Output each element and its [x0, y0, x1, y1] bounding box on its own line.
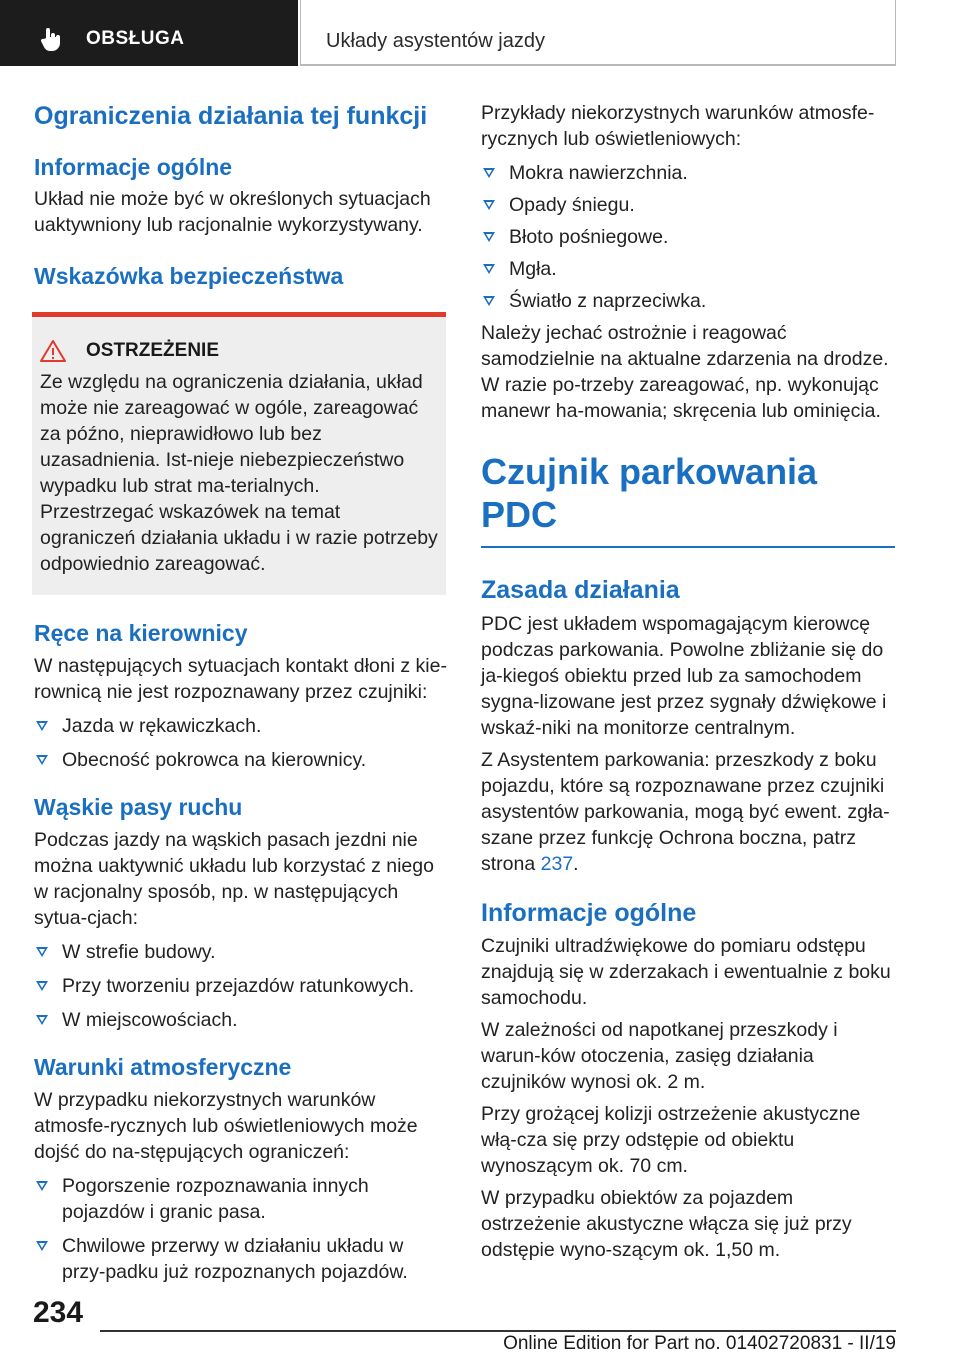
warning-box [32, 312, 446, 595]
list-narrow-lanes [34, 939, 448, 1033]
paragraph-sensors-1: Czujniki ultradźwiękowe do pomiaru odstępu znajdują się w zderzakach i ewentualnie z boku samochodu. [481, 935, 891, 1010]
heading-general-info: Informacje ogólne [34, 153, 233, 180]
paragraph-narrow-lanes: Podczas jazdy na wąskich pasach jezdni nie można uaktywnić układu lub korzystać z niego w racjonalny sposób, np. w następujących sytua-cjach: [34, 829, 434, 930]
list-item: Opady śniegu. [481, 192, 895, 218]
footer-edition: Online Edition for Part no. 01402720831 - II/19 [503, 1333, 896, 1354]
section-title-pdc: Czujnik parkowania PDC [481, 451, 818, 536]
warning-triangle-icon [40, 339, 66, 363]
paragraph-sensors-3: Przy grożącej kolizji ostrzeżenie akustyczne włą-cza się przy odstępie od obiektu wynoszącym ok. 70 cm. [481, 1103, 861, 1178]
paragraph-principle-2: Z Asystentem parkowania: przeszkody z boku pojazdu, które są rozpoznawane przez czujniki asystentów parkowania, mogą być ewent. zgła-szane przez funkcję Ochrona boczna, patrz strona 237. [481, 748, 890, 875]
paragraph-sensors-4: W przypadku obiektów za pojazdem ostrzeżenie akustyczne włącza się już przy odstępie wyno-szącym ok. 1,50 m. [481, 1187, 852, 1262]
bullet-triangle-icon [36, 947, 48, 957]
page-number: 234 [33, 1296, 84, 1329]
bullet-triangle-icon [36, 1241, 48, 1251]
bullet-triangle-icon [36, 981, 48, 991]
paragraph-hands-on-wheel: W następujących sytuacjach kontakt dłoni z kie-rownicą nie jest rozpoznawany przez czujniki: [34, 655, 447, 704]
section-title-limitations: Ograniczenia działania tej funkcji [34, 102, 428, 130]
right-column [481, 100, 895, 1263]
header-section-label: OBSŁUGA [86, 28, 185, 49]
list-item: Mgła. [481, 256, 895, 282]
heading-hands-on-wheel: Ręce na kierownicy [34, 620, 248, 647]
list-item: Chwilowe przerwy w działaniu układu w przy-padku już rozpoznanych pojazdów. [34, 1233, 448, 1285]
bullet-triangle-icon [483, 264, 495, 274]
paragraph-general-info: Układ nie może być w określonych sytuacjach uaktywniony lub racjonalnie wykorzystywany. [34, 188, 431, 237]
page-reference-link[interactable]: 237 [540, 852, 574, 875]
bullet-triangle-icon [483, 296, 495, 306]
left-column [34, 100, 448, 1285]
list-hands-on-wheel [34, 713, 448, 773]
title-underline [481, 546, 895, 548]
list-item: W miejscowościach. [34, 1007, 448, 1033]
paragraph-weather: W przypadku niekorzystnych warunków atmosfe-rycznych lub oświetleniowych może dojść do na-stępujących ograniczeń: [34, 1088, 418, 1163]
warning-text: Ze względu na ograniczenia działania, układ może nie zareagować w ogóle, zareagować za późno, nieprawidłowo lub bez uzasadnienia. Ist-nieje niebezpieczeństwo wypadku lub strat ma-terialnych. Przestrzegać wskazówek na temat ograniczeń działania układu i w razie potrzeby odpowiednio zareagować. [40, 371, 438, 576]
header-section-tab [0, 0, 298, 66]
list-weather-examples [481, 160, 895, 314]
header-chapter-label: Układy asystentów jazdy [326, 30, 545, 52]
bullet-triangle-icon [36, 755, 48, 765]
hand-pointer-icon [38, 26, 64, 52]
warning-title-text: OSTRZEŻENIE [86, 340, 220, 362]
list-item: Pogorszenie rozpoznawania innych pojazdów i granic pasa. [34, 1173, 448, 1225]
page-header [0, 0, 960, 66]
bullet-triangle-icon [483, 232, 495, 242]
heading-principle: Zasada działania [481, 576, 680, 605]
list-item: W strefie budowy. [34, 939, 448, 965]
list-item: Mokra nawierzchnia. [481, 160, 895, 186]
paragraph-principle-1: PDC jest układem wspomagającym kierowcę podczas parkowania. Powolne zbliżanie się do ja-kiegoś obiektu przed lub za samochodem sygna-lizowane jest przez sygnały dźwiękowe i wskaź-niki na monitorze centralnym. [481, 612, 887, 739]
bullet-triangle-icon [36, 721, 48, 731]
warning-title [40, 339, 438, 363]
heading-narrow-lanes: Wąskie pasy ruchu [34, 794, 243, 821]
paragraph-weather-examples: Przykłady niekorzystnych warunków atmosfe-rycznych lub oświetleniowych: [481, 102, 875, 150]
list-item: Światło z naprzeciwka. [481, 288, 895, 314]
bullet-triangle-icon [483, 200, 495, 210]
bullet-triangle-icon [36, 1015, 48, 1025]
paragraph-sensors-2: W zależności od napotkanej przeszkody i warun-ków otoczenia, zasięg działania czujników wynosi ok. 2 m. [481, 1019, 838, 1094]
list-item: Przy tworzeniu przejazdów ratunkowych. [34, 973, 448, 999]
bullet-triangle-icon [483, 168, 495, 178]
heading-general-info-pdc: Informacje ogólne [481, 898, 697, 927]
heading-weather: Warunki atmosferyczne [34, 1054, 292, 1081]
list-weather [34, 1173, 448, 1285]
list-item: Obecność pokrowca na kierownicy. [34, 747, 448, 773]
paragraph-drive-carefully: Należy jechać ostrożnie i reagować samodzielnie na aktualne zdarzenia na drodze. W razie po-trzeby zareagować, np. wykonując manewr ha-mowania; skręcenia lub ominięcia. [481, 322, 889, 422]
heading-safety-note: Wskazówka bezpieczeństwa [34, 263, 344, 290]
footer-divider [100, 1330, 896, 1332]
bullet-triangle-icon [36, 1181, 48, 1191]
list-item: Błoto pośniegowe. [481, 224, 895, 250]
list-item: Jazda w rękawiczkach. [34, 713, 448, 739]
